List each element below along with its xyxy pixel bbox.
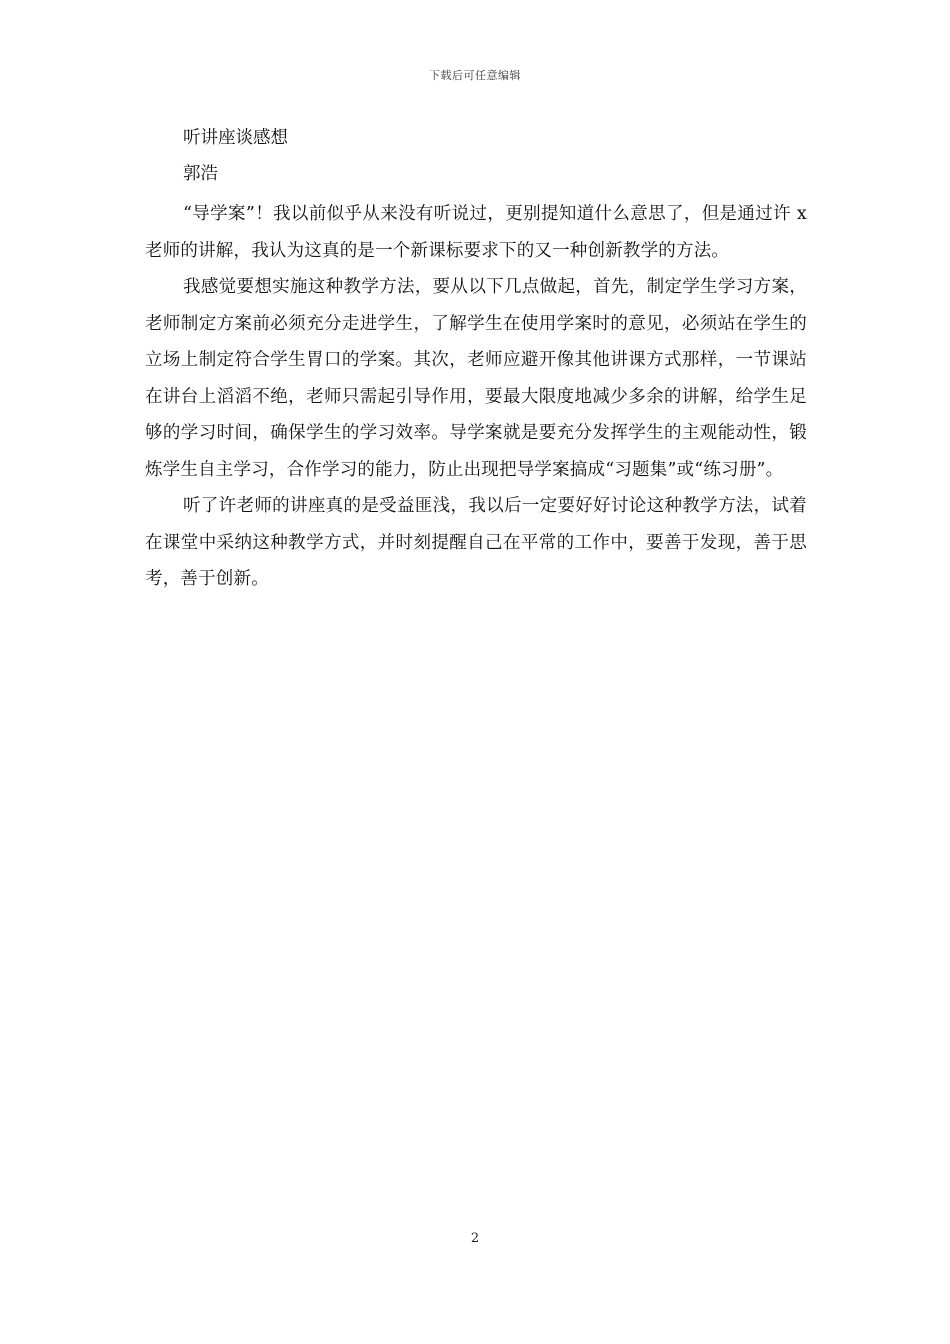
- paragraph-1: “导学案”！我以前似乎从来没有听说过，更别提知道什么意思了，但是通过许 x 老师的讲解，我认为这真的是一个新课标要求下的又一种创新教学的方法。: [145, 204, 807, 261]
- page-number: 2: [470, 1231, 480, 1246]
- document-body: [145, 124, 807, 598]
- page-header: 下载后可任意编辑: [429, 69, 521, 82]
- document-author: 郭浩: [183, 164, 218, 184]
- paragraph-2: 我感觉要想实施这种教学方法，要从以下几点做起，首先，制定学生学习方案，老师制定方案前必须充分走进学生，了解学生在使用学案时的意见，必须站在学生的立场上制定符合学生胃口的学案。其次，老师应避开像其他讲课方式那样，一节课站在讲台上滔滔不绝，老师只需起引导作用，要最大限度地减少多余的讲解，给学生足够的学习时间，确保学生的学习效率。导学案就是要充分发挥学生的主观能动性，锻炼学生自主学习，合作学习的能力，防止出现把导学案搞成“习题集”或“练习册”。: [145, 277, 807, 480]
- paragraph-3: 听了许老师的讲座真的是受益匪浅，我以后一定要好好讨论这种教学方法，试着在课堂中采纳这种教学方式，并时刻提醒自己在平常的工作中，要善于发现，善于思考，善于创新。: [145, 496, 807, 589]
- document-title: 听讲座谈感想: [183, 128, 288, 148]
